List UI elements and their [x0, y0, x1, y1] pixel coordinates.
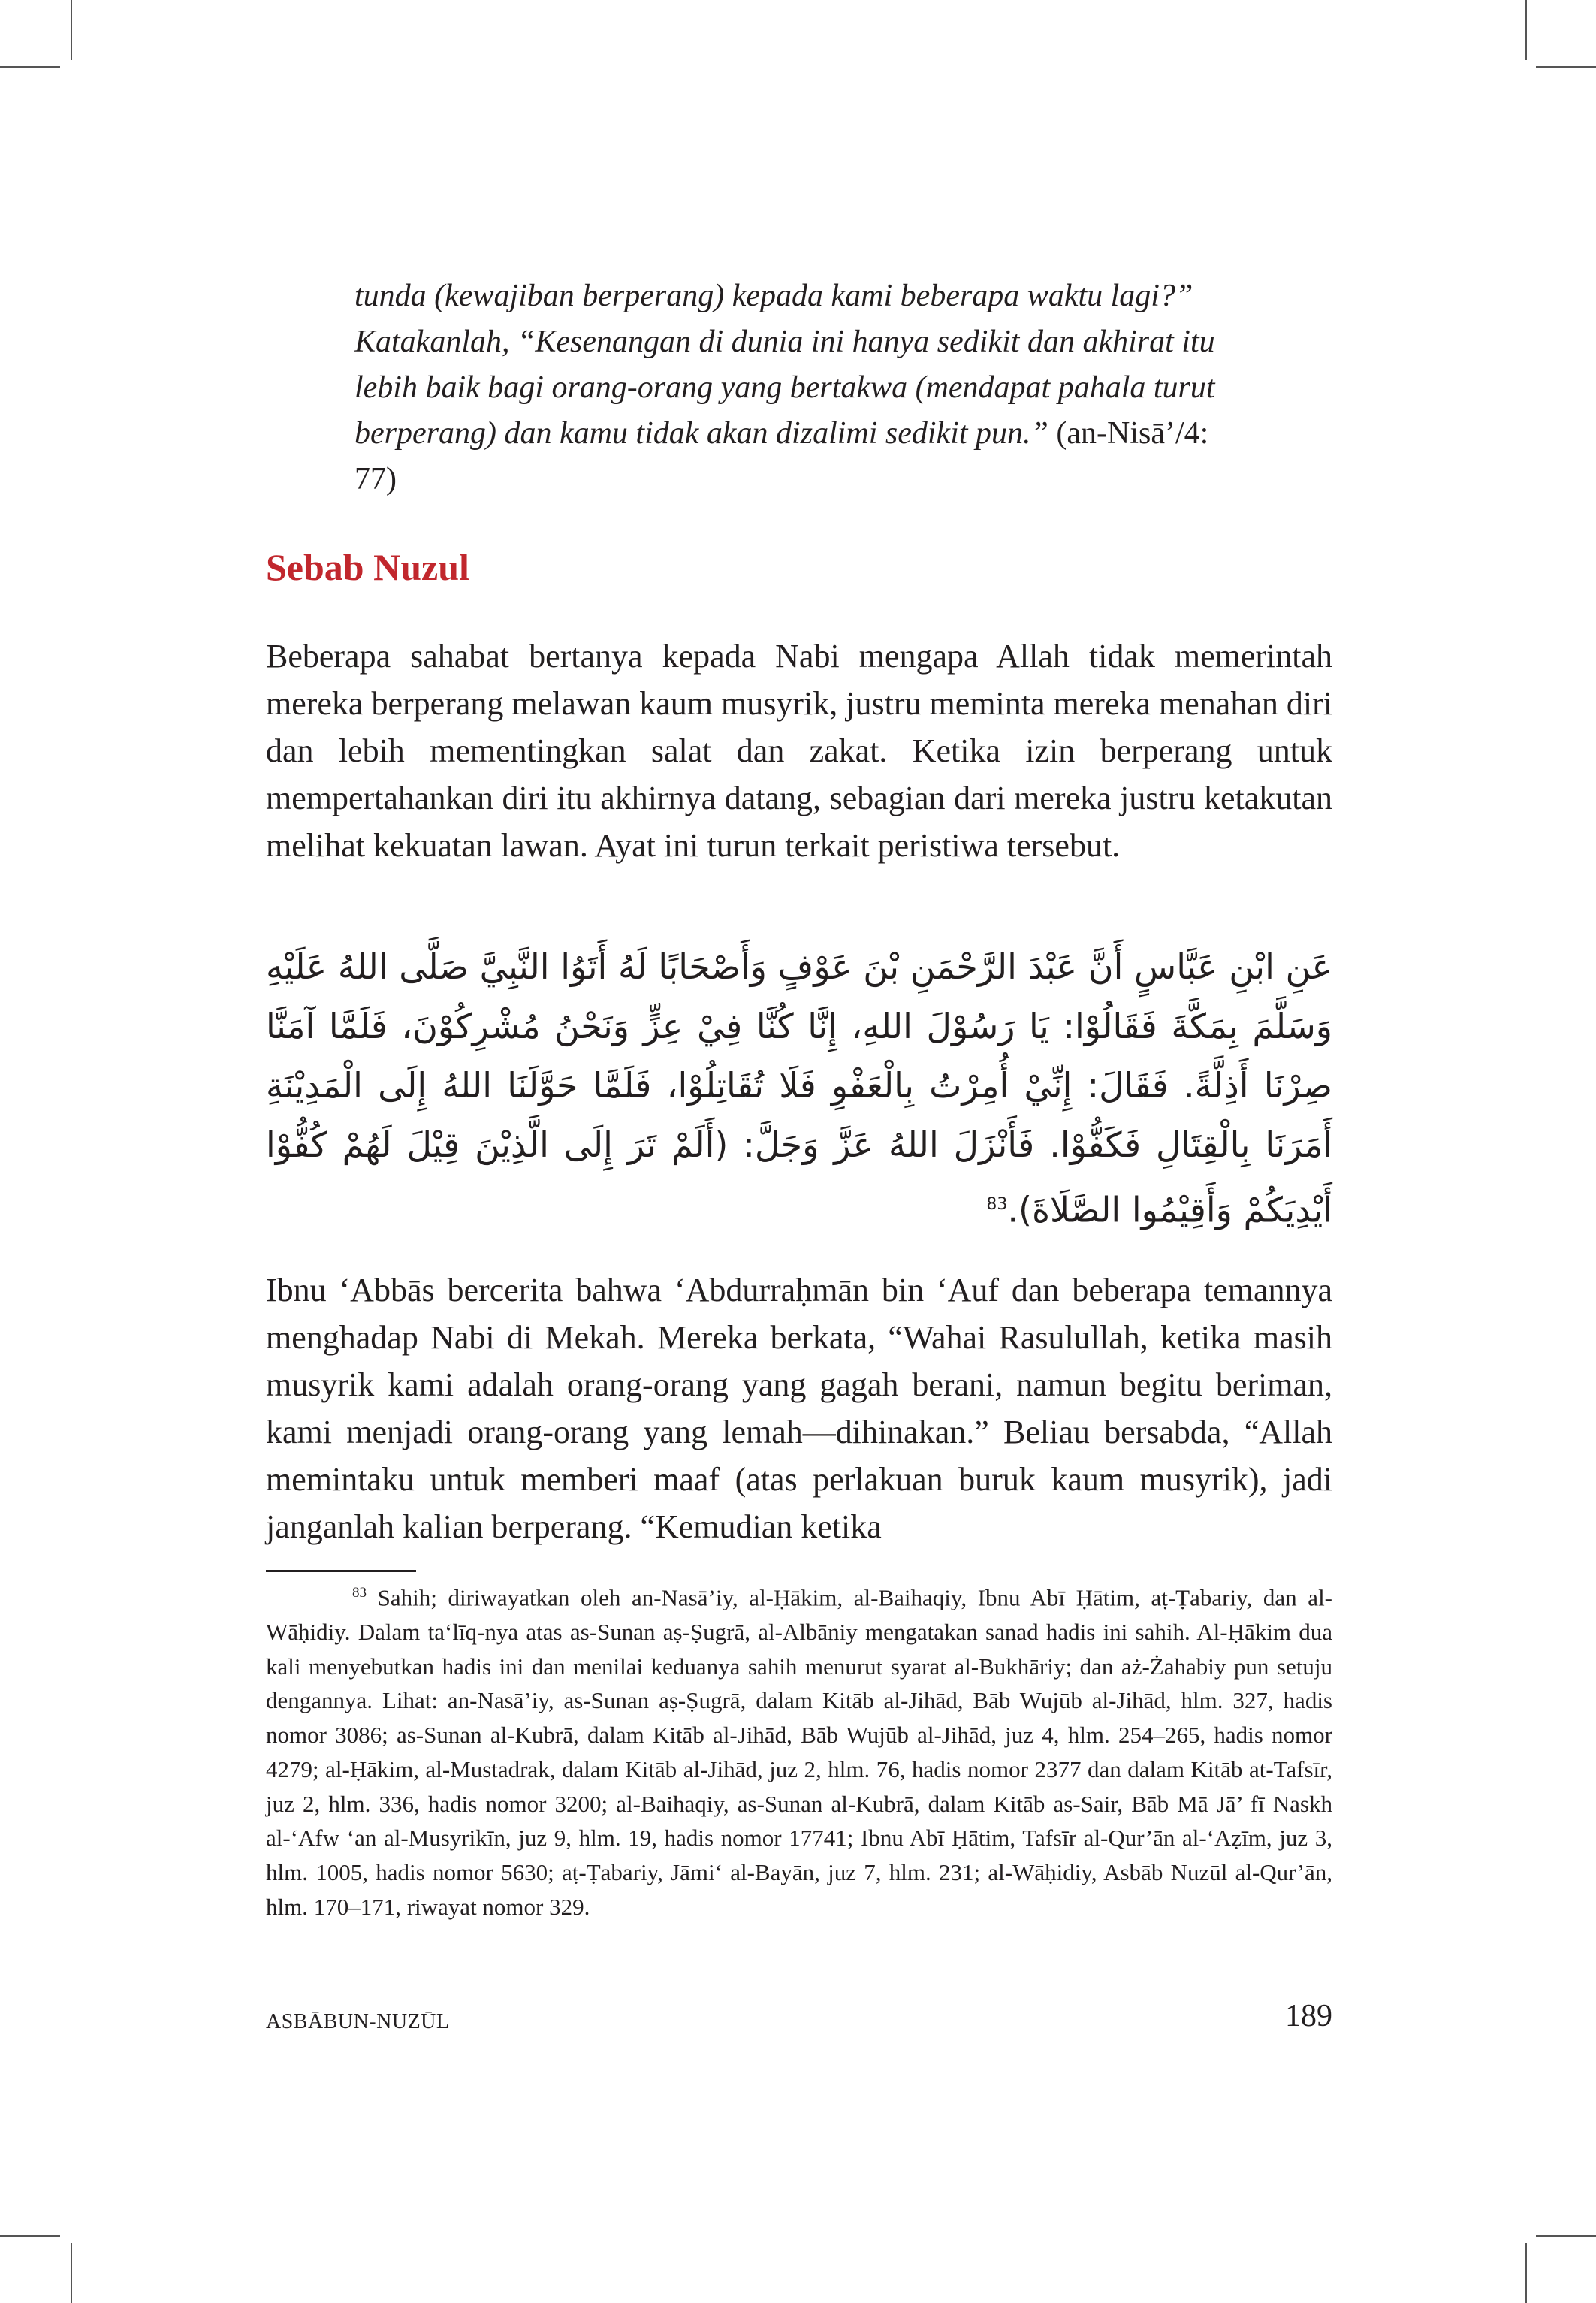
- crop-mark-bottom-left-h: [0, 2235, 60, 2237]
- crop-mark-bottom-left: [71, 2243, 72, 2303]
- crop-mark-top-left-h: [0, 66, 60, 68]
- crop-mark-bottom-right: [1525, 2243, 1527, 2303]
- footnote-marker[interactable]: 83: [986, 1195, 1008, 1214]
- footnote-divider: [266, 1570, 416, 1572]
- paragraph-explanation: Ibnu ‘Abbās bercerita bahwa ‘Abdurraḥmān bin ‘Auf dan beberapa temannya menghadap Nabi di Mekah. Mereka berkata, “Wahai Rasulullah, ketika masih musyrik kami adalah orang-orang yang gagah berani, namun begitu beriman, kami menjadi orang-orang yang lemah—dihinakan.” Beliau bersabda, “Allah memintaku untuk memberi maaf (atas perlakuan buruk kaum musyrik), jadi janganlah kalian berperang. “Kemudian ketika: [266, 1272, 1332, 1545]
- quran-translation-quote: [354, 273, 1253, 503]
- page-number: 189: [1285, 1999, 1332, 2033]
- footnote: [266, 1576, 1332, 1924]
- running-footer: ASBĀBUN-NUZŪL: [266, 2010, 450, 2033]
- quote-reference: (an-Nisā’/4: 77): [354, 416, 1209, 497]
- arabic-hadith-text: عَنِ ابْنِ عَبَّاسٍ أَنَّ عَبْدَ الرَّحْمَنِ بْنَ عَوْفٍ وَأَصْحَابًا لَهُ أَتَوُا النَّبِيَّ صَلَّى اللهُ عَلَيْهِ وَسَلَّمَ بِمَكَّةَ فَقَالُوْا: يَا رَسُوْلَ اللهِ، إِنَّا كُنَّا فِيْ عِزٍّ وَنَحْنُ مُشْرِكُوْنَ، فَلَمَّا آمَنَّا صِرْنَا أَذِلَّةً. فَقَالَ: إِنِّيْ أُمِرْتُ بِالْعَفْوِ فَلَا تُقَاتِلُوْا، فَلَمَّا حَوَّلَنَا اللهُ إِلَى الْمَدِيْنَةِ أَمَرَنَا بِالْقِتَالِ فَكَفُّوْا. فَأَنْزَلَ اللهُ عَزَّ وَجَلَّ: (أَلَمْ تَرَ إِلَى الَّذِيْنَ قِيْلَ لَهُمْ كُفُّوْا أَيْدِيَكُمْ وَأَقِيْمُوا الصَّلَاةَ).: [266, 946, 1332, 1230]
- quote-text: tunda (kewajiban berperang) kepada kami beberapa waktu lagi?” Katakanlah, “Kesenangan di dunia ini hanya sedikit dan akhirat itu lebih baik bagi orang-orang yang bertakwa (mendapat pahala turut berperang) dan kamu tidak akan dizalimi sedikit pun.”: [354, 279, 1215, 451]
- section-title: Sebab Nuzul: [266, 546, 469, 588]
- crop-mark-top-left: [71, 0, 72, 60]
- footnote-text: Sahih; diriwayatkan oleh an-Nasā’iy, al-Ḥākim, al-Baihaqiy, Ibnu Abī Ḥātim, aṭ-Ṭabariy, dan al-Wāḥidiy. Dalam ta‘līq-nya atas as-Sunan aṣ-Ṣugrā, al-Albāniy mengatakan sanad hadis ini sahih. Al-Ḥākim dua kali menyebutkan hadis ini dan menilai keduanya sahih menurut syarat al-Bukhāriy; dan aż-Żahabiy pun setuju dengannya. Lihat: an-Nasā’iy, as-Sunan aṣ-Ṣugrā, dalam Kitāb al-Jihād, Bāb Wujūb al-Jihād, hlm. 327, hadis nomor 3086; as-Sunan al-Kubrā, dalam Kitāb al-Jihād, Bāb Wujūb al-Jihād, juz 4, hlm. 254–265, hadis nomor 4279; al-Ḥākim, al-Mustadrak, dalam Kitāb al-Jihād, juz 2, hlm. 76, hadis nomor 2377 dan dalam Kitāb at-Tafsīr, juz 2, hlm. 336, hadis nomor 3200; al-Baihaqiy, as-Sunan al-Kubrā, dalam Kitāb as-Sair, Bāb Mā Jā’ fī Naskh al-‘Afw ‘an al-Musyrikīn, juz 9, hlm. 19, hadis nomor 17741; Ibnu Abī Ḥātim, Tafsīr al-Qur’ān al-‘Aẓīm, juz 3, hlm. 1005, hadis nomor 5630; aṭ-Ṭabariy, Jāmi‘ al-Bayān, juz 7, hlm. 231; al-Wāḥidiy, Asbāb Nuzūl al-Qur’ān, hlm. 170–171, riwayat nomor 329.: [266, 1584, 1333, 1920]
- crop-mark-bottom-right-h: [1536, 2235, 1596, 2237]
- crop-mark-top-right-h: [1536, 66, 1596, 68]
- arabic-hadith: [266, 937, 1332, 1239]
- footnote-number: 83: [352, 1585, 367, 1601]
- crop-mark-top-right: [1525, 0, 1527, 60]
- paragraph-sebab-nuzul: Beberapa sahabat bertanya kepada Nabi mengapa Allah tidak memerintah mereka berperang melawan kaum musyrik, justru meminta mereka menahan diri dan lebih mementingkan salat dan zakat. Ketika izin berperang untuk mempertahankan diri itu akhirnya datang, sebagian dari mereka justru ketakutan melihat kekuatan lawan. Ayat ini turun terkait peristiwa tersebut.: [266, 638, 1332, 864]
